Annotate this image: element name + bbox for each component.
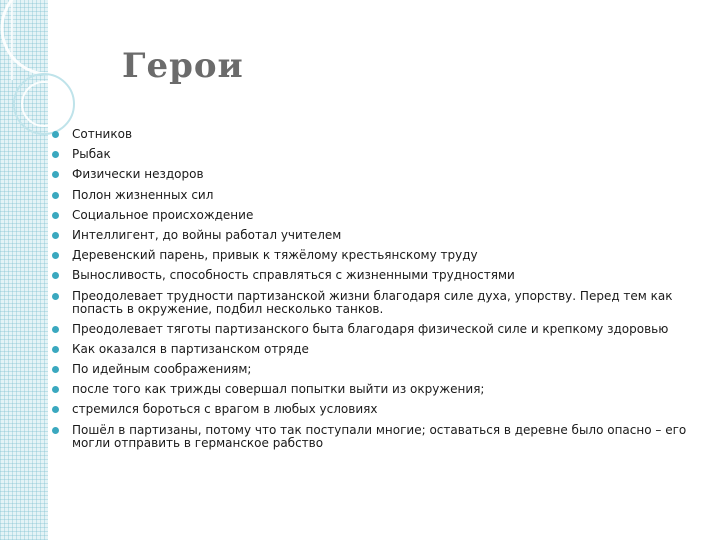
bullet-icon [52, 252, 59, 259]
bullet-icon [52, 232, 59, 239]
list-item-text: Интеллигент, до войны работал учителем [72, 227, 342, 242]
list-item [50, 290, 690, 316]
bullet-icon [52, 171, 59, 178]
bullet-icon [52, 386, 59, 393]
bullet-icon [52, 346, 59, 353]
list-item-text: Полон жизненных сил [72, 187, 214, 202]
list-item-text: стремился бороться с врагом в любых условиях [72, 402, 378, 417]
list-item-text: Деревенский парень, привык к тяжёлому крестьянскому труду [72, 248, 478, 263]
bullet-icon [52, 272, 59, 279]
list-item-text: Выносливость, способность справляться с жизненными трудностями [72, 268, 515, 283]
list-item-text: Преодолевает тяготы партизанского быта благодаря физической силе и крепкому здоровью [72, 321, 669, 336]
list-item [50, 403, 690, 416]
bullet-icon [52, 326, 59, 333]
list-item [50, 189, 690, 202]
bullet-icon [52, 151, 59, 158]
list-item-text: Рыбак [72, 147, 111, 162]
list-item-text: Социальное происхождение [72, 207, 254, 222]
list-item-text: Как оказался в партизанском отряде [72, 341, 309, 356]
list-item [50, 323, 690, 336]
bullet-icon [52, 192, 59, 199]
list-item [50, 363, 690, 376]
list-item-text: По идейным соображениям; [72, 362, 252, 377]
bullet-icon [52, 406, 59, 413]
bullet-list [50, 128, 690, 457]
list-item [50, 343, 690, 356]
bullet-icon [52, 212, 59, 219]
list-item [50, 383, 690, 396]
list-item [50, 229, 690, 242]
list-item [50, 128, 690, 141]
slide-title: Герои [122, 46, 244, 86]
list-item [50, 424, 690, 450]
bullet-icon [52, 131, 59, 138]
list-item [50, 168, 690, 181]
list-item-text: Физически нездоров [72, 167, 204, 182]
list-item-text: Преодолевает трудности партизанской жизни благодаря силе духа, упорству. Перед тем как попасть в окружение, подбил несколько танков. [72, 288, 673, 316]
bullet-icon [52, 366, 59, 373]
list-item-text: после того как трижды совершал попытки выйти из окружения; [72, 382, 485, 397]
list-item [50, 148, 690, 161]
list-item [50, 209, 690, 222]
bullet-icon [52, 293, 59, 300]
bullet-icon [52, 427, 59, 434]
list-item-text: Сотников [72, 127, 133, 141]
list-item [50, 269, 690, 282]
list-item [50, 249, 690, 262]
list-item-text: Пошёл в партизаны, потому что так поступали многие; оставаться в деревне было опасно – его могли отправить в германское рабство [72, 422, 687, 450]
